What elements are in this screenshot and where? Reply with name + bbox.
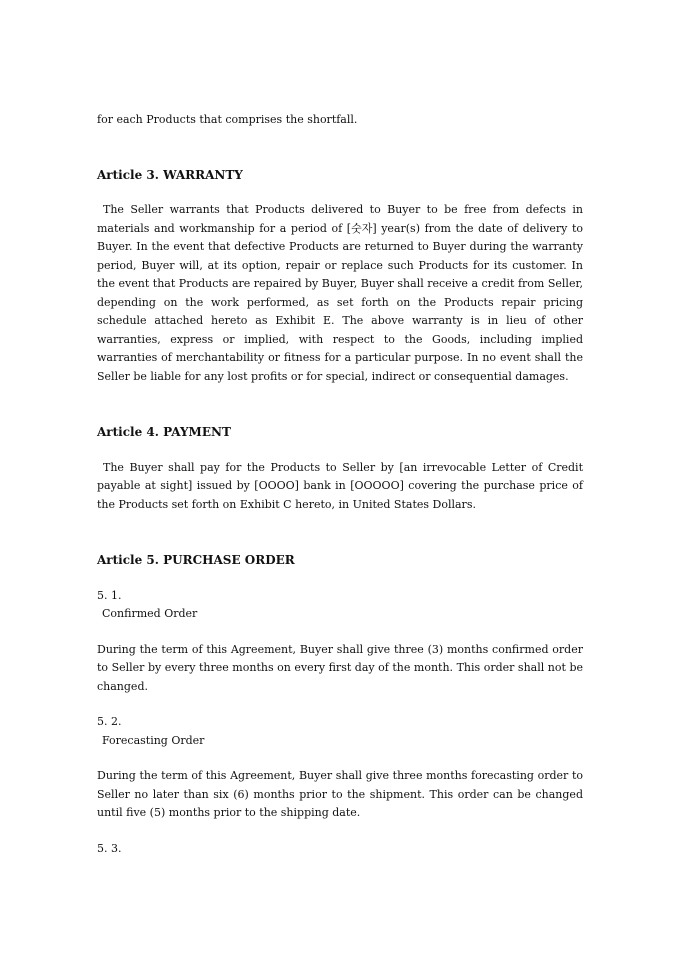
article-3-section (97, 166, 583, 387)
section-title: Forecasting Order (102, 733, 205, 747)
article-4-body-text: The Buyer shall pay for the Products to Seller by [an irrevocable Letter of Credit payable at sight] issued by [OOOO] bank in [OOOOO] covering the purchase price of the Products set forth on Exhibit C hereto, in United States Dollars. (97, 460, 583, 511)
article-5-section (97, 551, 583, 858)
section-number: 5. 3. (97, 841, 122, 855)
article-3-body (97, 201, 583, 386)
section-body: During the term of this Agreement, Buyer shall give three months forecasting order to Seller no later than six (6) months prior to the shipment. This order can be changed until five (5) months prior to the shipping date. (97, 769, 583, 819)
article-4-body (97, 459, 583, 515)
section-5-2 (97, 713, 583, 823)
section-5-3 (97, 840, 583, 859)
article-3-heading: Article 3. WARRANTY (97, 167, 243, 182)
section-number: 5. 1. (97, 588, 122, 602)
section-number: 5. 2. (97, 715, 122, 728)
section-5-1 (97, 587, 583, 697)
article-5-heading: Article 5. PURCHASE ORDER (97, 553, 295, 567)
article-4-heading: Article 4. PAYMENT (97, 425, 231, 439)
lead-paragraph: for each Products that comprises the shortfall. (97, 113, 358, 126)
section-title: Confirmed Order (102, 607, 198, 620)
article-3-body-text: The Seller warrants that Products delivered to Buyer to be free from defects in materials and workmanship for a period of [숫자] year(s) from the date of delivery to Buyer. In the event that defective Products are returned to Buyer during the warranty period, Buyer will, at its option, repair or replace such Products for its customer. In the event that Products are repaired by Buyer, Buyer shall receive a credit from Seller, depending on the work performed, as set forth on the Products repair pricing schedule attached hereto as Exhibit E. The above warranty is in lieu of other warranties, express or implied, with respect to the Goods, including implied warranties of merchantability or fitness for a particular purpose. In no event shall the Seller be liable for any lost profits or for special, indirect or consequential damages. (97, 203, 583, 383)
article-4-section (97, 423, 583, 514)
document-content (97, 111, 583, 858)
section-body: During the term of this Agreement, Buyer shall give three (3) months confirmed order to Seller by every three months on every first day of the month. This order shall not be changed. (97, 642, 583, 693)
